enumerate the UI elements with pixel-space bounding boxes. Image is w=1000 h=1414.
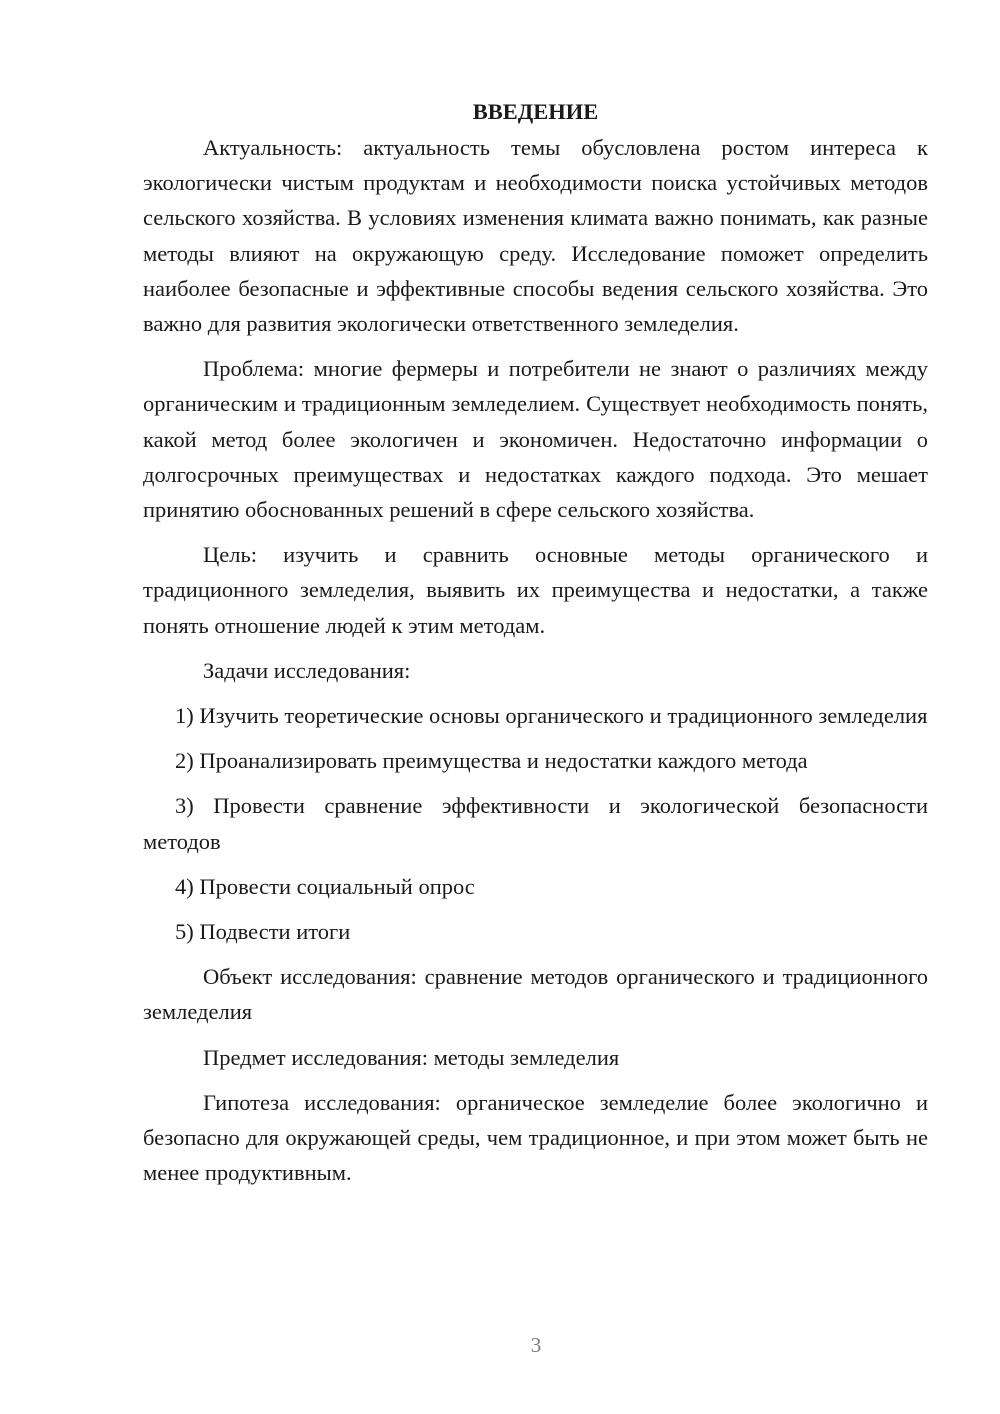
page-number: 3 <box>530 1333 542 1357</box>
page-title: ВВЕДЕНИЕ <box>472 99 599 124</box>
relevance-paragraph: Актуальность: актуальность темы обусловлена ростом интереса к экологически чистым продуктам и необходимости поиска устойчивых методов сельского хозяйства. В условиях изменения климата важно понимать, как разные методы влияют на окружающую среду. Исследование поможет определить наиболее безопасные и эффективные способы ведения сельского хозяйства. Это важно для развития экологически ответственного земледелия. <box>143 135 928 337</box>
task-item-3: 3) Провести сравнение эффективности и экологической безопасности методов <box>143 793 928 854</box>
task-item-4: 4) Провести социальный опрос <box>175 873 475 899</box>
task-item-1: 1) Изучить теоретические основы органического и традиционного земледелия <box>175 703 928 729</box>
document-page <box>143 94 928 1200</box>
problem-paragraph: Проблема: многие фермеры и потребители не знают о различиях между органическим и традиционным земледелием. Существует необходимость понять, какой метод более экологичен и экономичен. Недостаточно информации о долгосрочных преимуществах и недостатках каждого подхода. Это мешает принятию обоснованных решений в сфере сельского хозяйства. <box>143 356 928 523</box>
hypothesis-paragraph: Гипотеза исследования: органическое земледелие более экологично и безопасно для окружающей среды, чем традиционное, и при этом может быть не менее продуктивным. <box>143 1089 928 1186</box>
tasks-heading: Задачи исследования: <box>203 657 411 683</box>
subject-paragraph: Предмет исследования: методы земледелия <box>203 1044 620 1070</box>
task-item-5: 5) Подвести итоги <box>175 919 351 945</box>
task-item-2: 2) Проанализировать преимущества и недостатки каждого метода <box>175 748 808 774</box>
object-paragraph: Объект исследования: сравнение методов органического и традиционного земледелия <box>143 964 928 1025</box>
goal-paragraph: Цель: изучить и сравнить основные методы органического и традиционного земледелия, выявить их преимущества и недостатки, а также понять отношение людей к этим методам. <box>143 542 928 638</box>
